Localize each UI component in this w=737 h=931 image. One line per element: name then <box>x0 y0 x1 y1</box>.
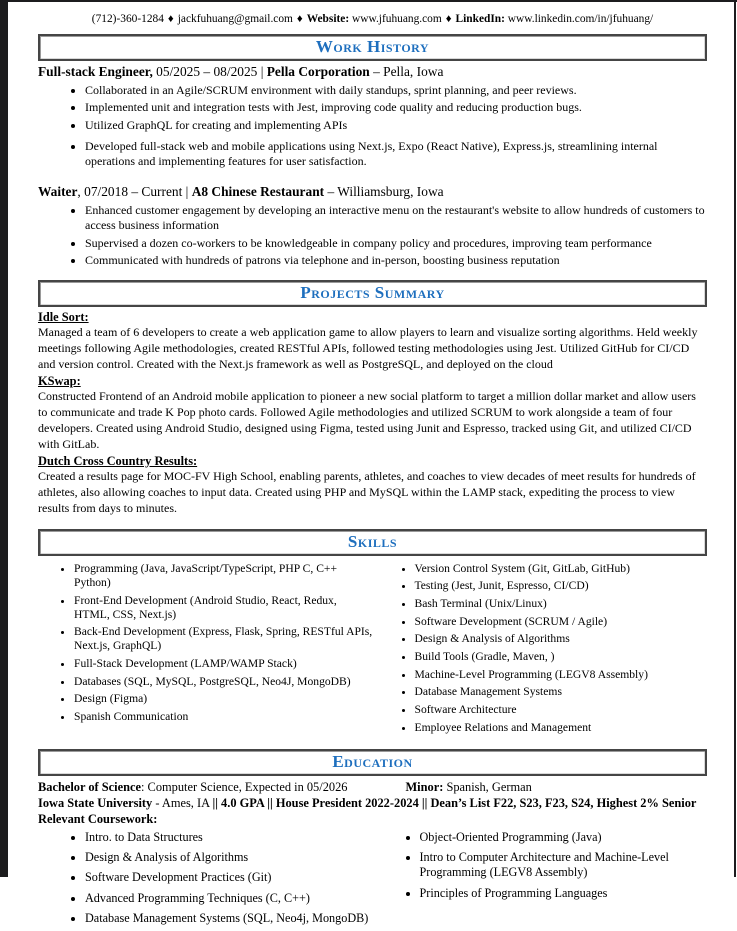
skills-header-box <box>38 529 707 556</box>
skill-item: • Software Development (SCRUM / Agile) <box>415 615 708 629</box>
skill-item: • Build Tools (Gradle, Maven, ) <box>415 650 708 664</box>
job-company: Pella Corporation <box>266 64 370 79</box>
skill-item: • Database Management Systems <box>415 685 708 699</box>
job-location: – Pella, Iowa <box>369 64 444 79</box>
linkedin-label: LinkedIn: <box>455 13 505 25</box>
skill-item: • Version Control System (Git, GitLab, GitHub) <box>415 562 708 576</box>
skill-item: • Programming (Java, JavaScript/TypeScript, PHP C, C++ Python) <box>74 562 373 590</box>
education-header-box <box>38 749 707 776</box>
skills-columns <box>38 559 707 739</box>
minor-label: Minor: <box>405 779 444 794</box>
skills-list-left <box>38 562 373 724</box>
school-line <box>38 795 707 811</box>
phone-text: (712)-360-1284 <box>91 13 164 25</box>
course-item: • Intro to Computer Architecture and Machine-Level Programming (LEGV8 Assembly) <box>420 850 708 881</box>
coursework-column-right <box>373 828 708 931</box>
linkedin-url: www.linkedin.com/in/jfuhuang/ <box>507 13 654 25</box>
skill-item: • Full-Stack Development (LAMP/WAMP Stack) <box>74 657 373 671</box>
projects-title: Projects Summary <box>300 283 445 303</box>
project-name: Dutch Cross Country Results: <box>38 453 198 468</box>
honors-text: || 4.0 GPA || House President 2022-2024 || Dean’s List F22, S23, F23, S24, Highest 2% Senior <box>212 796 697 811</box>
course-item: • Software Development Practices (Git) <box>85 870 373 885</box>
job-dates: 05/2025 – 08/2025 | <box>152 64 267 79</box>
skills-column-left <box>38 559 373 739</box>
job-role: Full-stack Engineer, <box>38 64 153 79</box>
course-item: • Object-Oriented Programming (Java) <box>420 830 708 845</box>
skill-item: • Employee Relations and Management <box>415 721 708 735</box>
minor-value: Spanish, German <box>443 779 532 794</box>
education-title: Education <box>332 751 413 771</box>
course-list-left <box>38 830 373 926</box>
skills-title: Skills <box>347 531 398 551</box>
degree-label: Bachelor of Science <box>38 779 142 794</box>
project-entry <box>38 310 707 373</box>
viewer-top-edge <box>0 0 737 2</box>
project-description: Managed a team of 6 developers to create a web application game to allow players to learn and visualize sorting algorithms. Held weekly meetings following Agile methodologies, created RESTful APIs, followed testing methodologies using Jest. Utilized GitHub for CI/CD and version control. Created with the Next.js framework as well as PostgreSQL, and deployed on the cloud <box>38 325 698 372</box>
project-name: Idle Sort: <box>38 310 89 325</box>
job-bullet: • Enhanced customer engagement by developing an interactive menu on the restaurant's website to allow hundreds of customers to access business information <box>85 203 707 234</box>
job-bullet: • Utilized GraphQL for creating and implementing APIs <box>85 118 707 133</box>
project-entry <box>38 454 707 517</box>
job-bullet: • Communicated with hundreds of patrons via telephone and in-person, boosting business reputation <box>85 253 707 268</box>
project-entry <box>38 374 707 453</box>
viewer-right-edge <box>734 0 736 877</box>
email-text: jackfuhuang@gmail.com <box>177 13 293 25</box>
job-bullet-list <box>38 83 707 170</box>
resume-page <box>8 2 737 925</box>
skill-item: • Bash Terminal (Unix/Linux) <box>415 597 708 611</box>
course-item: • Principles of Programming Languages <box>420 886 708 901</box>
skill-item: • Machine-Level Programming (LEGV8 Assembly) <box>415 668 708 682</box>
course-item: • Database Management Systems (SQL, Neo4j, MongoDB) <box>85 911 373 926</box>
website-label: Website: <box>306 13 350 25</box>
job-bullet: • Developed full-stack web and mobile applications using Next.js, Expo (React Native), Express.js, streamlining internal operations and implementing features for user satisfaction. <box>85 139 707 170</box>
project-name: KSwap: <box>38 374 81 389</box>
skill-item: • Spanish Communication <box>74 710 373 724</box>
job-company: A8 Chinese Restaurant <box>191 183 325 199</box>
website-url: www.jfuhuang.com <box>352 13 442 25</box>
projects-header-box <box>38 280 707 307</box>
course-item: • Advanced Programming Techniques (C, C++) <box>85 891 373 906</box>
skill-item: • Design & Analysis of Algorithms <box>415 632 708 646</box>
skill-item: • Front-End Development (Android Studio, React, Redux, HTML, CSS, Next.js) <box>74 594 373 622</box>
job-entry <box>38 64 707 170</box>
coursework-column-left <box>38 828 373 931</box>
degree-line <box>38 779 707 795</box>
job-bullet-list <box>38 203 707 268</box>
degree-detail: : Computer Science, Expected in 05/2026 <box>141 779 348 794</box>
skills-list-right <box>373 562 708 735</box>
coursework-label: Relevant Coursework: <box>38 812 158 827</box>
course-item: • Intro. to Data Structures <box>85 830 373 845</box>
course-item: • Design & Analysis of Algorithms <box>85 850 373 865</box>
coursework-label-line <box>38 811 707 827</box>
coursework-columns <box>38 828 707 931</box>
school-name: Iowa State University <box>38 796 153 811</box>
skill-item: • Testing (Jest, Junit, Espresso, CI/CD) <box>415 579 708 593</box>
job-bullet: • Supervised a dozen co-workers to be knowledgeable in company policy and procedures, improving team performance <box>85 236 707 251</box>
education-section <box>38 749 707 931</box>
skills-column-right <box>373 559 708 739</box>
project-description: Created a results page for MOC-FV High School, enabling parents, athletes, and coaches to view decades of meet results for hundreds of athletes, also allowing coaches to input data. Created using PHP and MySQL within the LAMP stack, expediting the process to view results from days to minutes. <box>38 468 696 515</box>
work-history-header-box <box>38 34 707 61</box>
course-list-right <box>373 830 708 901</box>
diamond-separator-icon: ♦ <box>167 13 174 25</box>
job-dates: , 07/2018 – Current | <box>77 183 192 199</box>
job-bullet: • Implemented unit and integration tests with Jest, improving code quality and reducing production bugs. <box>85 100 707 115</box>
skill-item: • Databases (SQL, MySQL, PostgreSQL, Neo4J, MongoDB) <box>74 675 373 689</box>
job-role: Waiter <box>38 183 78 199</box>
job-location: – Williamsburg, Iowa <box>324 183 444 199</box>
skill-item: • Back-End Development (Express, Flask, Spring, RESTful APIs, Next.js, GraphQL) <box>74 625 373 653</box>
work-history-title: Work History <box>315 37 430 56</box>
project-description: Constructed Frontend of an Android mobile application to pioneer a new social platform to target a million dollar market and allow users to communicate and trade K Pop photo cards. Followed Agile methodologies and utilized SCRUM to work alongside a team of four developers. Created using Android Studio, designed using Figma, tested using Junit and Espresso, tracked using Git, and utilized CI/CD with GitLab. <box>38 389 696 451</box>
job-entry <box>38 184 707 268</box>
diamond-separator-icon: ♦ <box>296 13 303 25</box>
diamond-separator-icon: ♦ <box>445 13 452 25</box>
skills-section <box>38 529 707 739</box>
skill-item: • Software Architecture <box>415 703 708 717</box>
viewer-left-edge <box>0 0 8 877</box>
skill-item: • Design (Figma) <box>74 692 373 706</box>
job-bullet: • Collaborated in an Agile/SCRUM environment with daily standups, sprint planning, and peer reviews. <box>85 83 707 98</box>
contact-line <box>38 13 707 25</box>
job-header <box>38 184 707 200</box>
school-location: - Ames, IA <box>152 796 213 811</box>
job-header <box>38 64 707 80</box>
